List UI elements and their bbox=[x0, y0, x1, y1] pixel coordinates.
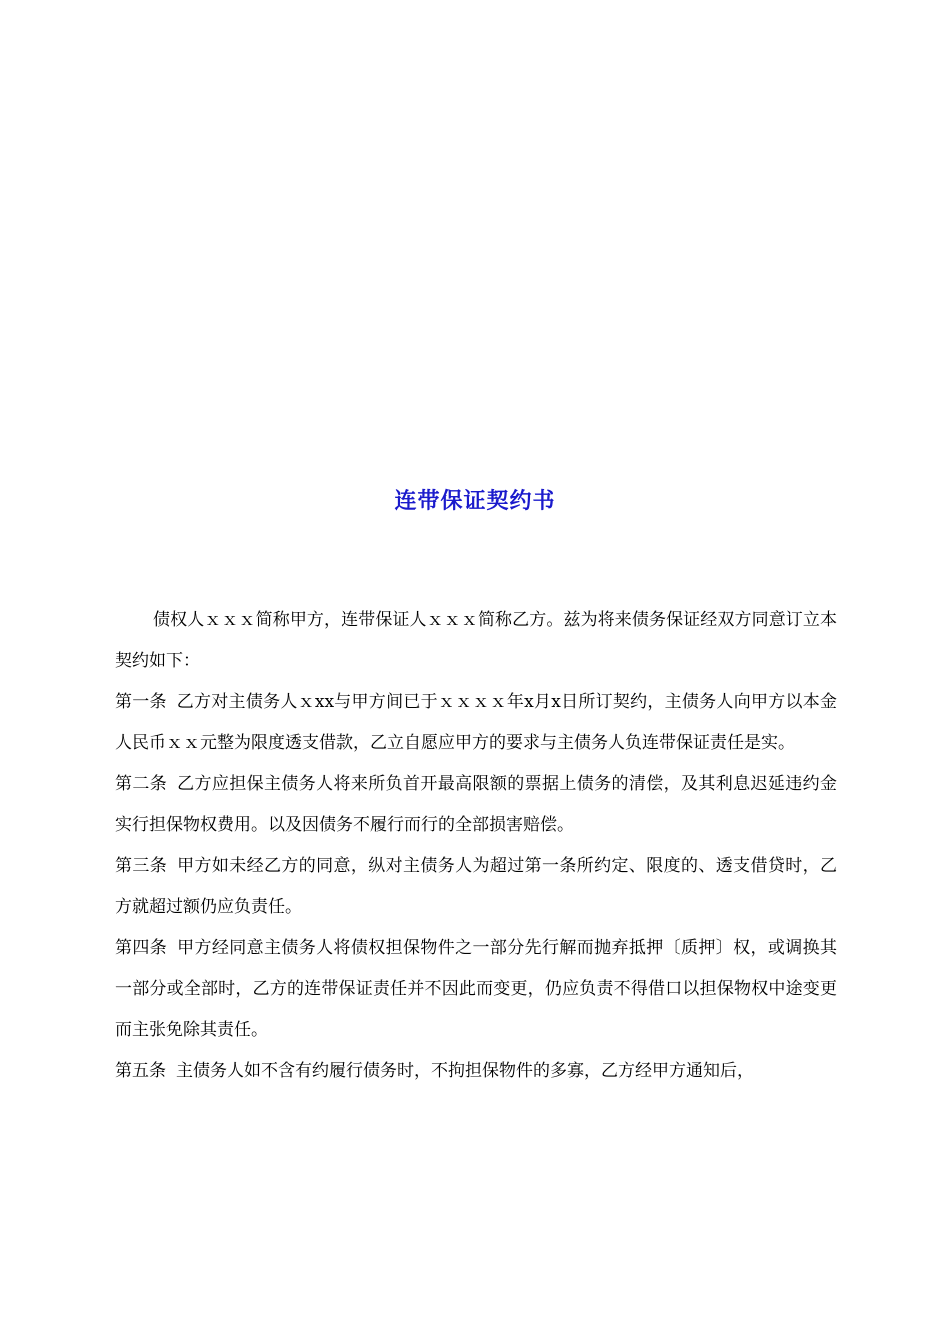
article-2 bbox=[115, 764, 837, 846]
preamble-paragraph: 债权人ｘｘｘ简称甲方，连带保证人ｘｘｘ简称乙方。兹为将来债务保证经双方同意订立本契约如下： bbox=[115, 610, 837, 671]
article-label: 第三条 bbox=[115, 856, 168, 876]
article-label: 第四条 bbox=[115, 938, 168, 958]
article-label: 第五条 bbox=[115, 1061, 166, 1081]
article-text: 主债务人如不含有约履行债务时，不拘担保物件的多寡，乙方经甲方通知后， bbox=[176, 1061, 754, 1081]
article-text: 乙方应担保主债务人将来所负首开最高限额的票据上债务的清偿，及其利息迟延违约金实行担保物权费用。以及因债务不履行而行的全部损害赔偿。 bbox=[115, 774, 837, 835]
article-text: 乙方对主债务人ｘxx与甲方间已于ｘｘｘｘ年x月x日所订契约，主债务人向甲方以本金人民币ｘｘ元整为限度透支借款，乙立自愿应甲方的要求与主债务人负连带保证责任是实。 bbox=[115, 692, 837, 753]
article-3 bbox=[115, 846, 837, 928]
article-4 bbox=[115, 928, 837, 1051]
document-title: 连带保证契约书 bbox=[394, 489, 556, 514]
article-text: 甲方经同意主债务人将债权担保物件之一部分先行解而抛弃抵押〔质押〕权，或调换其一部分或全部时，乙方的连带保证责任并不因此而变更，仍应负责不得借口以担保物权中途变更而主张免除其责任。 bbox=[115, 938, 837, 1040]
document-body bbox=[115, 600, 837, 1092]
article-5 bbox=[115, 1051, 837, 1092]
article-label: 第二条 bbox=[115, 774, 168, 794]
article-text: 甲方如未经乙方的同意，纵对主债务人为超过第一条所约定、限度的、透支借贷时，乙方就超过额仍应负责任。 bbox=[115, 856, 837, 917]
article-1 bbox=[115, 682, 837, 764]
article-label: 第一条 bbox=[115, 692, 167, 712]
